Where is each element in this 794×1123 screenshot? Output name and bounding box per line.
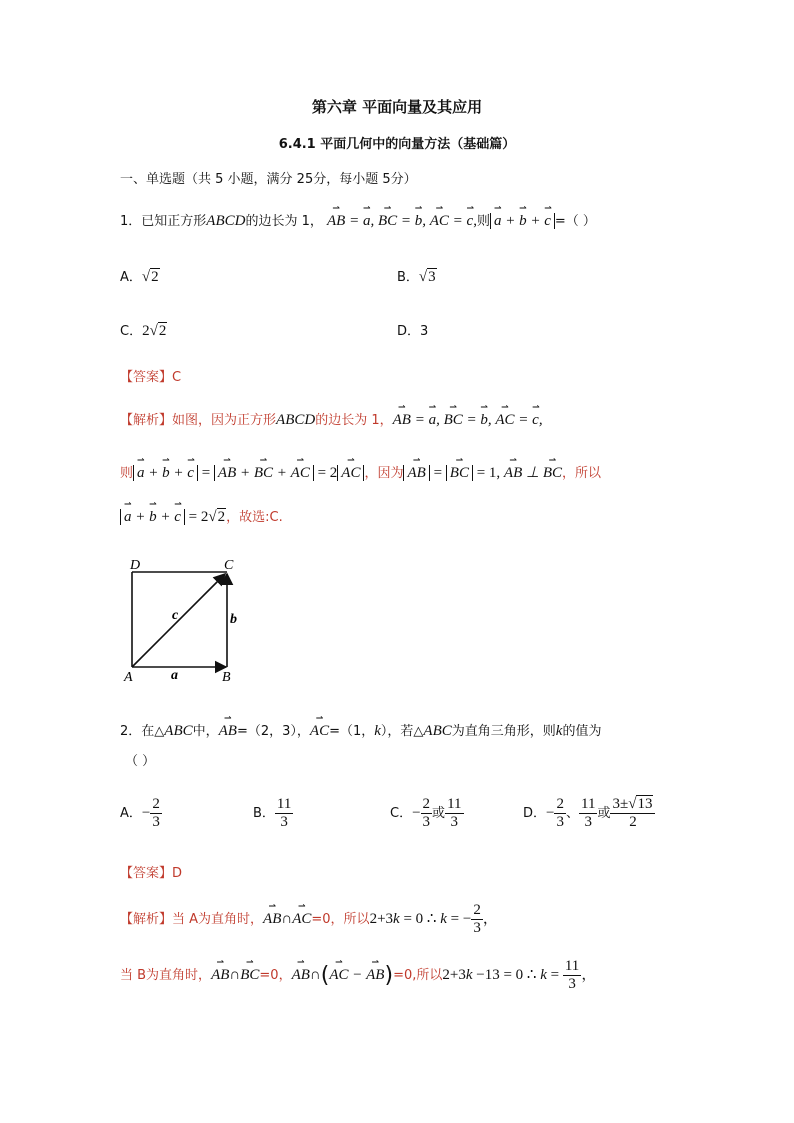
page-title: 第六章 平面向量及其应用 bbox=[311, 98, 483, 116]
q1-option-d: D．3 bbox=[397, 324, 429, 339]
q1-analysis-line1: 【解析】如图，因为正方形ABCD的边长为 1，⇀ AB = ⇀ a, ⇀ BC = ⇀ b, ⇀ AC = ⇀ c, bbox=[120, 409, 543, 429]
q1-option-b: B．√3 bbox=[397, 269, 436, 285]
q1-vectors: ⇀ AB = ⇀ a, ⇀ BC = ⇀ b, ⇀ AC = ⇀ c bbox=[327, 213, 473, 229]
q2-answer: 【答案】D bbox=[120, 866, 183, 881]
q2-option-d: D．− $\frac{2}{3}$ 、 $\frac{11}{3}$ 或 $\frac{3\pm√13}{2}$ bbox=[523, 796, 655, 831]
square-figure bbox=[120, 555, 250, 685]
q1-abcd: ABCD bbox=[206, 213, 246, 229]
q2-option-b: B． $\frac{11}{3}$ bbox=[253, 796, 292, 830]
q1-analysis-line2: 则⇀ a + ⇀ b + ⇀ c = ⇀ AB + ⇀ BC + ⇀ AC = 2⇀ AC ，因为⇀ AB = ⇀ BC = 1, ⇀ AB ⊥ ⇀ BC，所以 bbox=[120, 462, 601, 482]
q2-analysis-line2: 当 B为直角时，⇀ AB∩⇀ BC=0，⇀ AB∩(⇀ AC − ⇀ AB)=0,所以2+3k −13 = 0 ∴ k = $\frac{11}{3}$ ， bbox=[120, 958, 596, 993]
q1-then: 则 bbox=[476, 214, 490, 229]
label-vec-c: c bbox=[172, 608, 179, 623]
q1-abs-expr: ⇀ a + ⇀ b + ⇀ c bbox=[490, 213, 555, 229]
q2-analysis-line1: 【解析】当 A为直角时，⇀ AB∩⇀ AC=0，所以2+3k = 0 ∴ k = − $\frac{2}{3}$ ， bbox=[120, 902, 498, 937]
label-vec-a: a bbox=[171, 668, 178, 683]
question-2: 2．在△ABC中，⇀ AB=（2，3），⇀ AC=（1，k），若△ABC为直角三角形，则k的值为 bbox=[120, 720, 601, 740]
q1-analysis-line3: ⇀ a + ⇀ b + ⇀ c = 2√2，故选:C. bbox=[120, 506, 283, 526]
page-subtitle: 6.4.1 平面几何中的向量方法（基础篇） bbox=[278, 137, 516, 152]
q1-blank: =（ ） bbox=[554, 214, 596, 229]
q1-answer: 【答案】C bbox=[120, 370, 182, 385]
q2-option-a: A．− $\frac{2}{3}$ bbox=[120, 796, 160, 830]
q1-option-c: C．2√2 bbox=[120, 323, 167, 339]
question-1: 1．已知正方形ABCD的边长为 1， ⇀ AB = ⇀ a, ⇀ BC = ⇀ b, ⇀ AC = ⇀ c,则⇀ a + ⇀ b + ⇀ c =（ ） bbox=[120, 210, 596, 230]
section-heading: 一、单选题（共 5 小题，满分 25分，每小题 5分） bbox=[120, 172, 417, 187]
label-b: B bbox=[222, 670, 231, 685]
label-d: D bbox=[130, 558, 141, 573]
label-vec-b: b bbox=[230, 612, 237, 627]
q1-option-a: A．√2 bbox=[120, 269, 159, 285]
label-a: A bbox=[124, 670, 133, 685]
q2-option-c: C．− $\frac{2}{3}$ 或 $\frac{11}{3}$ bbox=[390, 796, 462, 830]
q1-mid: 的边长为 1， bbox=[245, 214, 323, 229]
q2-paren: （ ） bbox=[125, 754, 156, 769]
label-c: C bbox=[224, 558, 234, 573]
vector-c-arrow bbox=[132, 574, 225, 667]
q1-prefix: 1．已知正方形 bbox=[120, 214, 207, 229]
